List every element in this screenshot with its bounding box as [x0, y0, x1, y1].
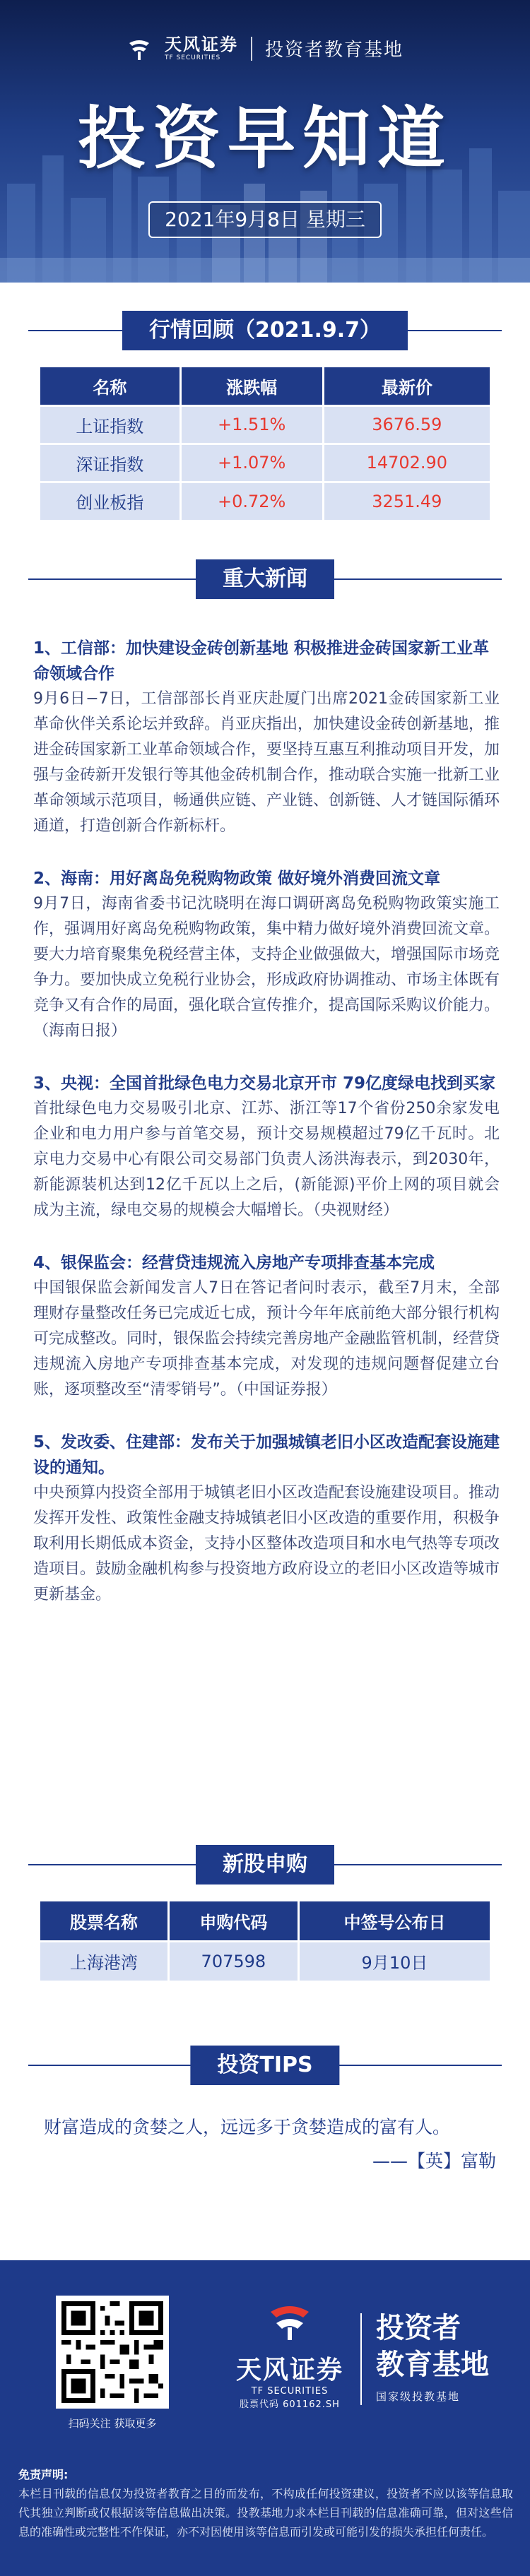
- news-item: [33, 1071, 500, 1223]
- brand-tagline: 投资者教育基地: [264, 40, 404, 61]
- market-table: [40, 367, 490, 520]
- news-title: 1、工信部：加快建设金砖创新基地 积极推进金砖国家新工业革命领域合作: [33, 639, 490, 683]
- news-section-header: [0, 559, 530, 599]
- index-name: 创业板指: [40, 482, 180, 520]
- footer-brand-en: TF SECURITIES: [251, 2386, 329, 2397]
- ipo-section-header: [0, 1845, 530, 1884]
- tips-section-title: 投资TIPS: [190, 2046, 339, 2085]
- market-section-header: [0, 311, 530, 350]
- stock-name: 上海港湾: [40, 1941, 168, 1981]
- footer-brand: [226, 2299, 353, 2410]
- tips-quote: 财富造成的贪婪之人，远远多于贪婪造成的富有人。: [44, 2117, 451, 2137]
- brand-name-cn: 天风证券: [164, 34, 238, 54]
- index-name: 深证指数: [40, 444, 180, 482]
- news-item: [33, 1430, 500, 1608]
- disclaimer-body: 本栏目刊载的信息仅为投资者教育之目的而发布，不构成任何投资建议，投资者不应以该等信息取代其独立判断或仅根据该等信息做出决策。投教基地力求本栏目刊载的信息准确可靠，但对这些信息的准确性或完整性不作保证，亦不对因使用该等信息而引发或可能引发的损失承担任何责任。: [18, 2487, 513, 2539]
- ipo-table: [40, 1901, 490, 1981]
- tips-section-header: [0, 2046, 530, 2085]
- news-body: 9月7日，海南省委书记沈晓明在海口调研离岛免税购物政策实施工作，强调用好离岛免税购物政策，集中精力做好境外消费回流文章。要大力培育聚集免税经营主体，支持企业做强做大，增强国际市场竞争力。要加快成立免税行业协会，形成政府协调推动、市场主体既有竞争又有合作的局面，强化联合宣传推介，提高国际采购议价能力。（海南日报）: [33, 895, 500, 1040]
- table-row: [40, 405, 490, 444]
- tips-author: ——【英】富勒: [372, 2151, 496, 2171]
- index-price: 14702.90: [323, 444, 490, 482]
- hero-banner: [0, 0, 530, 283]
- index-change: +1.51%: [180, 405, 323, 444]
- table-row: [40, 444, 490, 482]
- column-header: 涨跌幅: [180, 367, 323, 405]
- footer: [0, 2260, 530, 2576]
- footer-base-sub: 国家级投教基地: [376, 2390, 461, 2403]
- index-price: 3251.49: [323, 482, 490, 520]
- index-change: +0.72%: [180, 482, 323, 520]
- brand-row: [0, 35, 530, 61]
- news-list: [33, 636, 500, 1634]
- index-name: 上证指数: [40, 405, 180, 444]
- market-section-title: 行情回顾（2021.9.7）: [122, 311, 408, 350]
- disclaimer: [18, 2465, 513, 2541]
- news-title: 2、海南：用好离岛免税购物政策 做好境外消费回流文章: [33, 869, 441, 888]
- tf-logo-icon: [126, 36, 152, 61]
- index-change: +1.07%: [180, 444, 323, 482]
- table-header-row: [40, 1901, 490, 1941]
- ipo-section-title: 新股申购: [196, 1845, 334, 1884]
- brand-name-en: TF SECURITIES: [164, 54, 221, 61]
- tf-logo-icon: [265, 2299, 314, 2341]
- column-header: 股票名称: [40, 1901, 168, 1941]
- footer-base-line1: 投资者: [376, 2312, 461, 2344]
- date-badge: 2021年9月8日 星期三: [148, 201, 382, 238]
- table-row: [40, 1941, 490, 1981]
- column-header: 申购代码: [168, 1901, 298, 1941]
- news-body: 中国银保监会新闻发言人7日在答记者问时表示，截至7月末，全部理财存量整改任务已完成近七成，预计今年年底前绝大部分银行机构可完成整改。同时，银保监会持续完善房地产金融监管机制，经营贷违规流入房地产专项排查基本完成，对发现的违规问题督促建立台账，逐项整改至“清零销号”。（中国证券报）: [33, 1279, 500, 1399]
- table-row: [40, 482, 490, 520]
- disclaimer-title: 免责声明:: [18, 2468, 69, 2481]
- column-header: 最新价: [323, 367, 490, 405]
- qr-block: [49, 2296, 175, 2430]
- news-item: [33, 636, 500, 839]
- news-body: 9月6日−7日，工信部部长肖亚庆赴厦门出席2021金砖国家新工业革命伙伴关系论坛并致辞。肖亚庆指出，加快建设金砖创新基地，推进金砖国家新工业革命领域合作，要坚持互惠互利推动项目开发，加强与金砖新开发银行等其他金砖机制合作，推动联合实施一批新工业革命领域示范项目，畅通供应链、产业链、创新链、人才链国际循环通道，打造创新合作新标杆。: [33, 690, 500, 835]
- news-item: [33, 1250, 500, 1403]
- lottery-date: 9月10日: [298, 1941, 490, 1981]
- qr-caption: 扫码关注 获取更多: [68, 2417, 157, 2430]
- table-header-row: [40, 367, 490, 405]
- column-header: 名称: [40, 367, 180, 405]
- news-item: [33, 866, 500, 1044]
- index-price: 3676.59: [323, 405, 490, 444]
- footer-brand-cn: 天风证券: [235, 2356, 343, 2385]
- news-body: 中央预算内投资全部用于城镇老旧小区改造配套设施建设项目。推动发挥开发性、政策性金融支持城镇老旧小区改造的重要作用，积极争取利用长期低成本资金，支持小区整体改造项目和水电气热等专项改造项目。鼓励金融机构参与投资地方政府设立的老旧小区改造等城市更新基金。: [33, 1484, 500, 1603]
- footer-divider: [360, 2313, 362, 2405]
- news-section-title: 重大新闻: [196, 559, 334, 599]
- news-title: 3、央视：全国首批绿色电力交易北京开市 79亿度绿电找到买家: [33, 1074, 496, 1093]
- subscription-code: 707598: [168, 1941, 298, 1981]
- brand-name: [165, 36, 238, 61]
- brand-divider: [251, 37, 252, 61]
- news-title: 4、银保监会：经营贷违规流入房地产专项排查基本完成: [33, 1254, 435, 1272]
- footer-base-line2: 教育基地: [376, 2349, 489, 2381]
- qr-code[interactable]: [56, 2296, 169, 2409]
- page-title: 投资早知道: [78, 99, 452, 178]
- footer-base: [376, 2310, 517, 2404]
- news-body: 首批绿色电力交易吸引北京、江苏、浙江等17个省份250余家发电企业和电力用户参与首笔交易，预计交易规模超过79亿千瓦时。北京电力交易中心有限公司交易部门负责人汤洪海表示，到2030年，新能源装机达到12亿千瓦以上之后，(新能源)平价上网的项目就会成为主流，绿电交易的规模会大幅增长。（央视财经）: [33, 1100, 500, 1219]
- qr-code-pattern: [61, 2301, 163, 2403]
- footer-stock-code: 股票代码 601162.SH: [240, 2399, 340, 2410]
- news-title: 5、发改委、住建部：发布关于加强城镇老旧小区改造配套设施建设的通知。: [33, 1433, 500, 1477]
- column-header: 中签号公布日: [298, 1901, 490, 1941]
